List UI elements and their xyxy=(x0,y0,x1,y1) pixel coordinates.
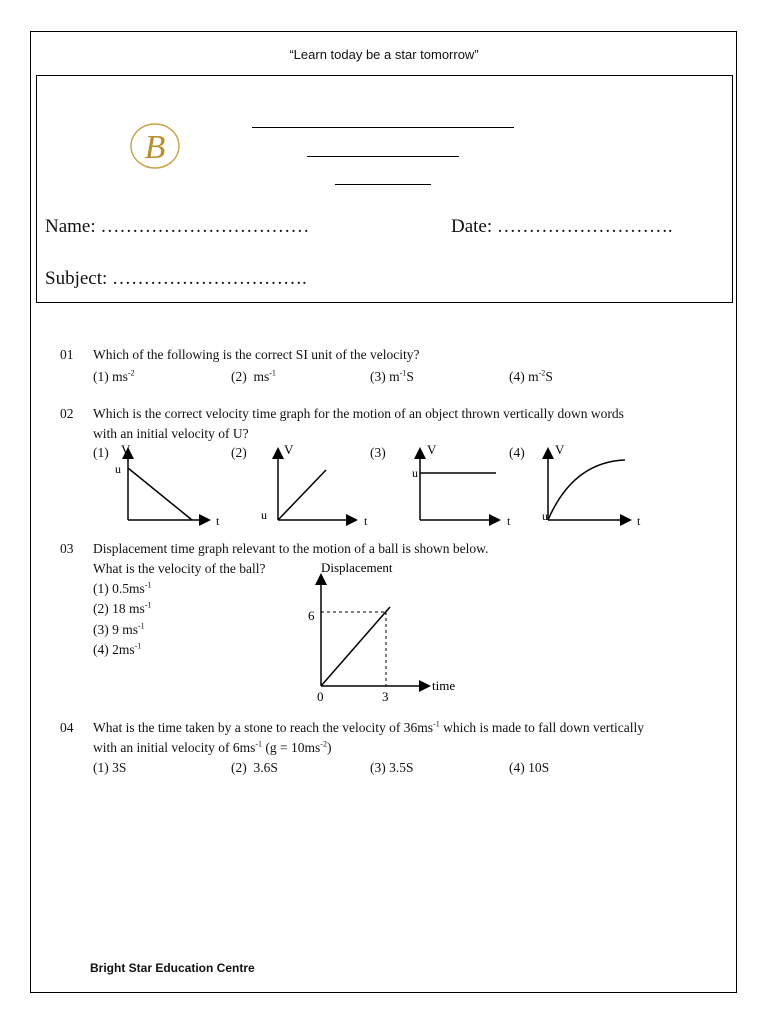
option-sup: -2 xyxy=(127,368,135,378)
option-3-num[interactable]: (3) xyxy=(370,445,386,460)
option-num: (3) xyxy=(370,369,386,384)
option-text: 2ms xyxy=(112,642,135,657)
start-label: u xyxy=(115,462,121,476)
option-1[interactable] xyxy=(93,581,151,597)
option-4[interactable] xyxy=(509,369,553,385)
footer-centre-name: Bright Star Education Centre xyxy=(90,961,255,975)
question-text: Displacement time graph relevant to the motion of a ball is shown below. xyxy=(93,541,489,556)
question-text: Which of the following is the correct SI unit of the velocity? xyxy=(93,347,420,362)
motto: “Learn today be a star tomorrow” xyxy=(289,47,479,62)
option-text: 10S xyxy=(528,760,550,775)
question-number: 01 xyxy=(60,347,74,362)
option-text: ms xyxy=(253,369,270,384)
y-axis-label: V xyxy=(284,442,294,457)
start-label: u xyxy=(412,466,418,480)
option-num: (4) xyxy=(509,760,525,775)
y-axis-label: Displacement xyxy=(321,560,393,575)
start-label: u xyxy=(261,508,267,522)
question-text-line2 xyxy=(93,740,331,756)
start-label: u xyxy=(542,509,548,523)
option-2-num[interactable]: (2) xyxy=(231,445,247,460)
option-sup: -1 xyxy=(138,621,145,631)
graph-option-1[interactable] xyxy=(108,440,233,532)
x-axis-label: t xyxy=(507,514,511,528)
question-number: 02 xyxy=(60,406,74,421)
option-text: m xyxy=(389,369,400,384)
x-axis-label: t xyxy=(637,514,641,528)
date-field[interactable]: Date: ………………………. xyxy=(451,216,673,237)
option-text: ms xyxy=(112,369,128,384)
question-subtext: What is the velocity of the ball? xyxy=(93,561,266,576)
option-num: (1) xyxy=(93,369,109,384)
option-after: S xyxy=(406,369,414,384)
text-part: with an initial velocity of 6ms xyxy=(93,740,256,755)
option-num: (4) xyxy=(509,369,525,384)
y-axis-label: V xyxy=(555,442,565,457)
y-axis-label: V xyxy=(121,442,131,457)
graph-option-4[interactable] xyxy=(528,440,653,532)
logo-letter: B xyxy=(144,129,166,166)
question-text-line2: with an initial velocity of U? xyxy=(93,426,249,441)
option-num: (1) xyxy=(93,581,109,596)
option-1[interactable] xyxy=(93,369,135,385)
question-number: 03 xyxy=(60,541,74,556)
text-part: What is the time taken by a stone to reach the velocity of 36ms xyxy=(93,720,434,735)
question-text-line1 xyxy=(93,720,644,736)
option-2[interactable] xyxy=(231,760,278,776)
option-4-num[interactable]: (4) xyxy=(509,445,525,460)
x-axis-label: t xyxy=(364,514,368,528)
option-text: 0.5ms xyxy=(112,581,145,596)
option-text: 3.6S xyxy=(253,760,278,775)
option-sup: -1 xyxy=(144,580,152,590)
option-sup: -1 xyxy=(144,600,152,610)
question-text-line1: Which is the correct velocity time graph for the motion of an object thrown vertically down words xyxy=(93,406,624,421)
option-text: 3.5S xyxy=(389,760,414,775)
option-3[interactable] xyxy=(93,622,145,638)
option-1-num[interactable]: (1) xyxy=(93,445,109,460)
title-line-3 xyxy=(335,184,431,185)
text-sup: -2 xyxy=(320,739,327,749)
option-num: (2) xyxy=(231,369,247,384)
option-num: (3) xyxy=(93,622,109,637)
option-4[interactable] xyxy=(509,760,549,776)
option-text: 9 ms xyxy=(112,622,139,637)
text-sup: -1 xyxy=(433,719,440,729)
subject-field[interactable]: Subject: …………………………. xyxy=(45,268,307,289)
option-num: (2) xyxy=(231,760,247,775)
option-text: 3S xyxy=(112,760,127,775)
text-part: (g = 10ms xyxy=(262,740,321,755)
y-tick-label: 6 xyxy=(308,608,315,623)
title-line-1 xyxy=(252,127,514,128)
graph-option-2[interactable] xyxy=(258,440,383,532)
x-tick-label: 3 xyxy=(382,689,389,704)
option-num: (3) xyxy=(370,760,386,775)
text-sup: -1 xyxy=(255,739,263,749)
x-axis-label: time xyxy=(432,678,456,693)
option-sup: -2 xyxy=(538,368,546,378)
logo xyxy=(127,118,183,174)
question-number: 04 xyxy=(60,720,74,735)
option-3[interactable] xyxy=(370,369,414,385)
option-text: m xyxy=(528,369,539,384)
option-sup: -1 xyxy=(399,368,407,378)
option-3[interactable] xyxy=(370,760,414,776)
option-num: (1) xyxy=(93,760,109,775)
y-axis-label: V xyxy=(427,442,437,457)
name-field[interactable]: Name: …………………………… xyxy=(45,216,310,237)
x-axis-label: t xyxy=(216,514,220,528)
option-num: (4) xyxy=(93,642,109,657)
option-sup: -1 xyxy=(134,641,142,651)
text-part: which is made to fall down vertically xyxy=(439,720,645,735)
option-1[interactable] xyxy=(93,760,126,776)
title-line-2 xyxy=(307,156,459,157)
text-part: ) xyxy=(326,740,332,755)
option-after: S xyxy=(545,369,553,384)
option-sup: -1 xyxy=(269,368,276,378)
option-2[interactable] xyxy=(93,601,151,617)
displacement-time-graph xyxy=(300,556,470,706)
option-text: 18 ms xyxy=(112,601,145,616)
option-2[interactable] xyxy=(231,369,276,385)
option-4[interactable] xyxy=(93,642,141,658)
graph-option-3[interactable] xyxy=(400,440,525,532)
origin-label: 0 xyxy=(317,689,324,704)
option-num: (2) xyxy=(93,601,109,616)
